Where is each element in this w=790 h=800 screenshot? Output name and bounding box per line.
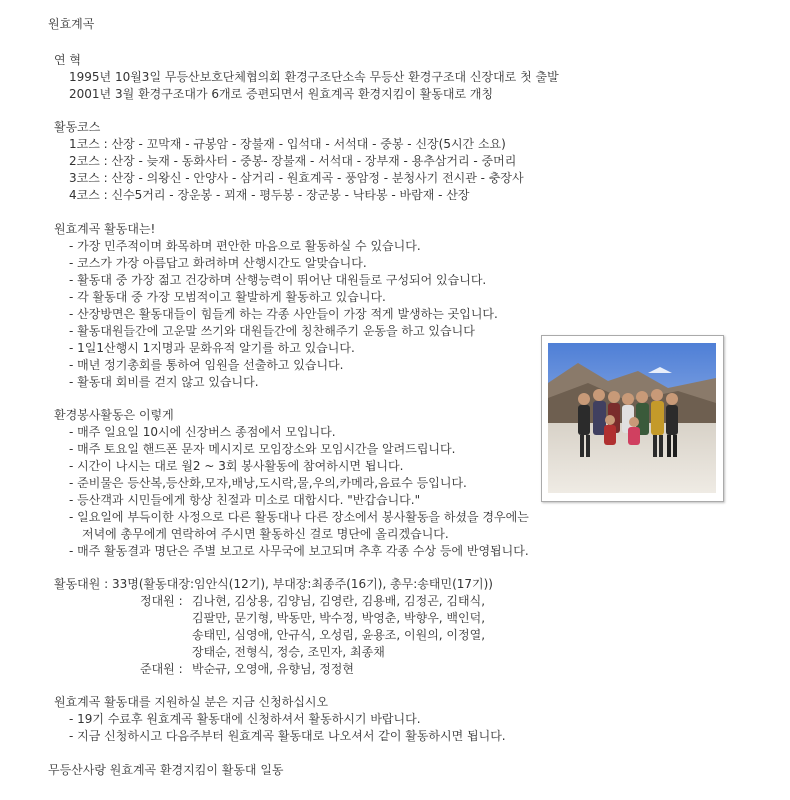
member-names: 김나현, 김상용, 김양님, 김영란, 김용배, 김정곤, 김태식, <box>192 594 486 608</box>
volunteer-item: 저녁에 총무에게 연락하여 주시면 활동하신 걸로 명단에 올리겠습니다. <box>82 527 449 541</box>
volunteer-item: - 등산객과 시민들에게 항상 친절과 미소로 대합시다. "반갑습니다." <box>69 493 421 507</box>
member-names: 장태순, 전형식, 정승, 조민자, 최종채 <box>192 645 385 659</box>
courses-heading: 활동코스 <box>54 120 101 134</box>
course-line: 4코스 : 신수5거리 - 장운봉 - 꾀재 - 평두봉 - 장군봉 - 낙타봉 - 바람재 - 산장 <box>69 188 470 202</box>
member-names: 송태민, 심영애, 안규식, 오성림, 윤용조, 이원의, 이정열, <box>192 628 486 642</box>
history-line: 1995년 10월3일 무등산보호단체협의회 환경구조단소속 무등산 환경구조대 신장대로 첫 출발 <box>69 70 559 84</box>
team-item: - 매년 정기총회를 통하여 임원을 선출하고 있습니다. <box>69 358 344 372</box>
group-photo <box>541 335 724 502</box>
team-item: - 활동대 중 가장 젊고 건강하며 산행능력이 뛰어난 대원들로 구성되어 있습니다. <box>69 273 487 287</box>
team-item: - 1일1산행시 1지명과 문화유적 알기를 하고 있습니다. <box>69 341 355 355</box>
history-line: 2001년 3월 환경구조대가 6개로 증편되면서 원효계곡 환경지킴이 활동대로 개칭 <box>69 87 494 101</box>
associate-members-label: 준대원 : <box>140 662 183 676</box>
group-photo-image <box>548 343 716 493</box>
volunteer-item: - 시간이 나시는 대로 월2 ~ 3회 봉사활동에 참여하시면 됩니다. <box>69 459 404 473</box>
course-line: 2코스 : 산장 - 늦재 - 동화사터 - 중봉- 장불재 - 서석대 - 장부재 - 용추삼거리 - 중머리 <box>69 154 517 168</box>
team-item: - 각 활동대 중 가장 모범적이고 활발하게 활동하고 있습니다. <box>69 290 386 304</box>
volunteer-item: - 일요일에 부득이한 사정으로 다른 활동대나 다른 장소에서 봉사활동을 하셨을 경우에는 <box>69 510 529 524</box>
team-item: - 활동대 회비를 걷지 않고 있습니다. <box>69 375 259 389</box>
signature: 무등산사랑 원효계곡 환경지킴이 활동대 일동 <box>48 763 284 777</box>
team-item: - 코스가 가장 아름답고 화려하며 산행시간도 알맞습니다. <box>69 256 367 270</box>
volunteer-item: - 매주 활동결과 명단은 주별 보고로 사무국에 보고되며 추후 각종 수상 등에 반영됩니다. <box>69 544 529 558</box>
members-summary: 활동대원 : 33명(활동대장:임안식(12기), 부대장:최종주(16기), 총무:송태민(17기)) <box>54 577 493 591</box>
apply-heading: 원효계곡 활동대를 지원하실 분은 지금 신청하십시오 <box>54 695 329 709</box>
apply-item: - 19기 수료후 원효계곡 활동대에 신청하셔서 활동하시기 바랍니다. <box>69 712 421 726</box>
volunteer-heading: 환경봉사활동은 이렇게 <box>54 408 174 422</box>
course-line: 1코스 : 산장 - 꼬막재 - 규봉암 - 장불재 - 입석대 - 서석대 - 중봉 - 신장(5시간 소요) <box>69 137 506 151</box>
history-heading: 연 혁 <box>54 53 81 67</box>
team-item: - 가장 민주적이며 화목하며 편안한 마음으로 활동하실 수 있습니다. <box>69 239 421 253</box>
page-title: 원효계곡 <box>48 17 95 31</box>
regular-members-label: 정대원 : <box>140 594 183 608</box>
volunteer-item: - 매주 일요일 10시에 신장버스 종점에서 모입니다. <box>69 425 336 439</box>
apply-item: - 지금 신청하시고 다음주부터 원효계곡 활동대로 나오셔서 같이 활동하시면 됩니다. <box>69 729 506 743</box>
associate-member-names: 박순규, 오영애, 유향님, 정정현 <box>192 662 354 676</box>
team-item: - 산장방면은 활동대들이 힘들게 하는 각종 사안들이 가장 적게 발생하는 곳입니다. <box>69 307 498 321</box>
course-line: 3코스 : 산장 - 의왕신 - 안양사 - 삼거리 - 원효계곡 - 풍암정 - 분청사기 전시관 - 충장사 <box>69 171 524 185</box>
volunteer-item: - 매주 토요일 핸드폰 문자 메시지로 모임장소와 모임시간을 알려드립니다. <box>69 442 456 456</box>
member-names: 김팔만, 문기형, 박동만, 박수정, 박영춘, 박향우, 백인덕, <box>192 611 486 625</box>
volunteer-item: - 준비물은 등산복,등산화,모자,배낭,도시락,물,우의,카메라,음료수 등입니다. <box>69 476 467 490</box>
team-item: - 활동대원들간에 고운말 쓰기와 대원들간에 칭찬해주기 운동을 하고 있습니다 <box>69 324 475 338</box>
team-heading: 원효계곡 활동대는! <box>54 222 156 236</box>
